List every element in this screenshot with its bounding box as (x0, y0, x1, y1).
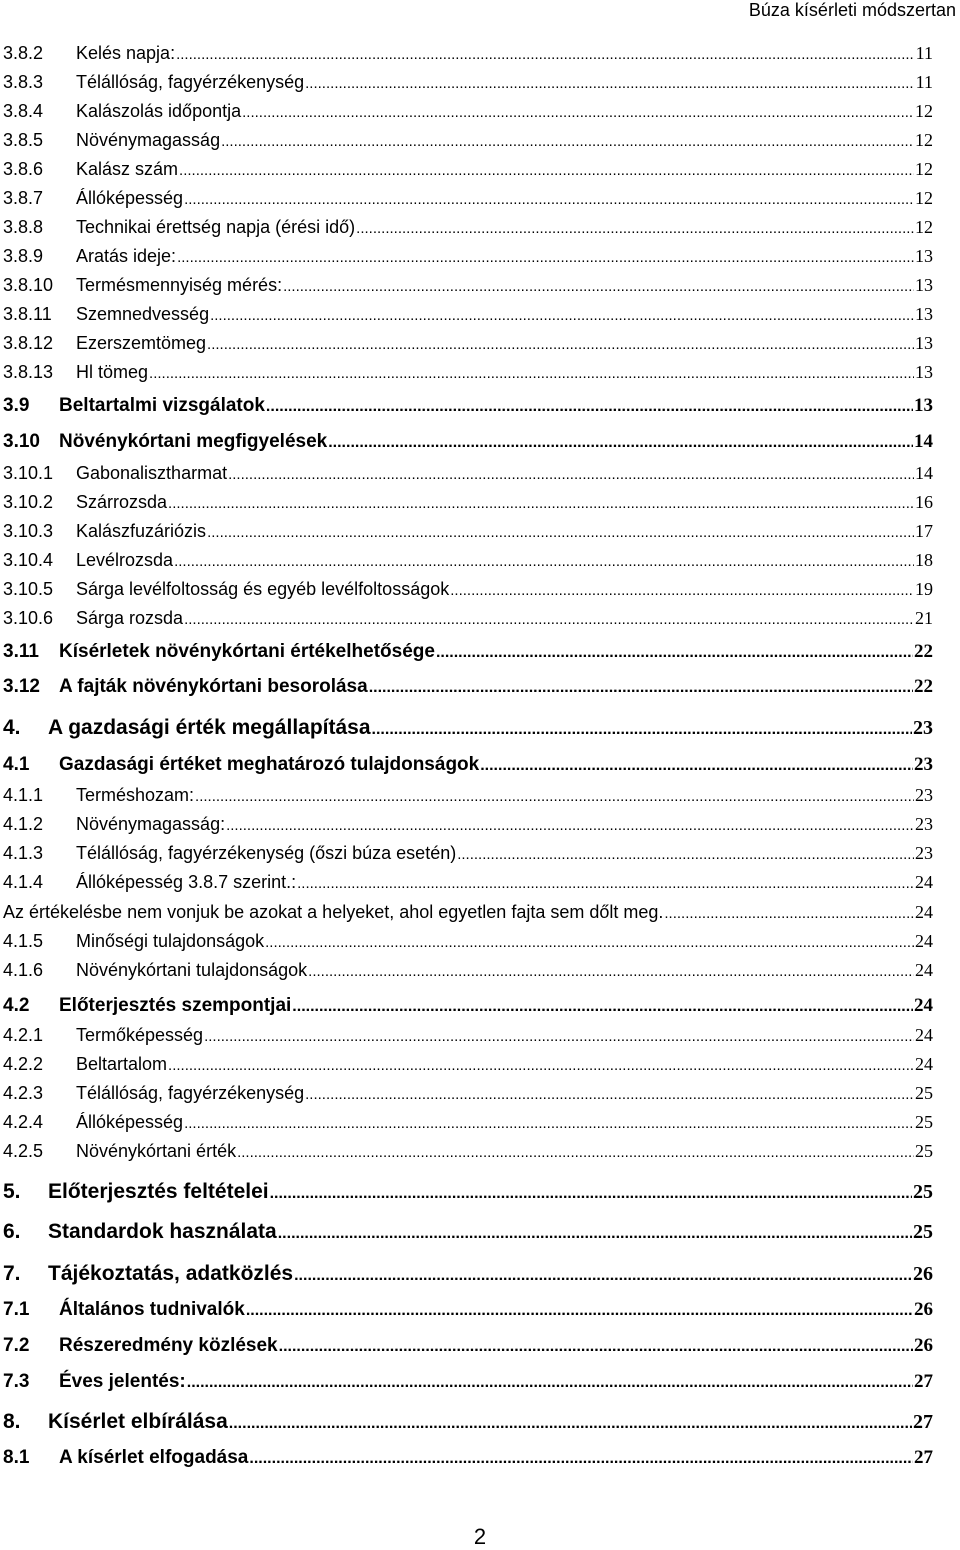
toc-entry[interactable] (3, 521, 933, 542)
toc-entry-number: 4.1.6 (3, 960, 44, 980)
toc-entry-page: 12 (915, 217, 933, 237)
toc-entry-title: Kalászolás időpontja (76, 101, 242, 121)
toc-dot-leader (356, 220, 914, 237)
toc-dot-leader (237, 1144, 914, 1161)
toc-entry-number: 8.1 (3, 1447, 30, 1468)
toc-entry[interactable] (3, 1447, 933, 1469)
toc-entry-page: 17 (915, 521, 933, 541)
toc-entry-page: 24 (915, 931, 933, 951)
toc-dot-leader (664, 905, 914, 922)
toc-entry[interactable] (3, 304, 933, 325)
toc-entry-page: 26 (914, 1299, 933, 1320)
toc-dot-leader (305, 75, 915, 92)
toc-entry-number: 4.1 (3, 754, 30, 775)
toc-entry-title: Minőségi tulajdonságok (76, 931, 265, 951)
toc-entry-title: Általános tudnivalók (59, 1299, 245, 1320)
toc-entry-title: Az értékelésbe nem vonjuk be azokat a helyeket, ahol egyetlen fajta sem dőlt meg. (3, 902, 664, 922)
toc-entry-page: 23 (913, 717, 933, 739)
toc-entry-page: 25 (915, 1083, 933, 1103)
toc-dot-leader (480, 757, 913, 775)
toc-entry-page: 13 (915, 304, 933, 324)
toc-entry[interactable] (3, 275, 933, 296)
toc-entry-number: 3.8.10 (3, 275, 54, 295)
toc-dot-leader (266, 398, 913, 416)
toc-dot-leader (184, 611, 914, 628)
toc-entry-page: 13 (915, 333, 933, 353)
toc-dot-leader (450, 582, 914, 599)
toc-dot-leader (278, 1225, 912, 1243)
toc-entry-page: 27 (914, 1371, 933, 1392)
toc-entry-page: 22 (914, 676, 933, 697)
toc-entry-page: 25 (915, 1112, 933, 1132)
toc-entry-title: Előterjesztés szempontjai (59, 995, 292, 1016)
toc-entry[interactable] (3, 1299, 933, 1321)
toc-entry-number: 3.8.5 (3, 130, 44, 150)
toc-entry-page: 23 (914, 754, 933, 775)
toc-entry-number: 7.3 (3, 1371, 30, 1392)
toc-entry-number: 3.8.8 (3, 217, 44, 237)
toc-entry-number: 3.10.1 (3, 463, 54, 483)
toc-entry[interactable] (3, 814, 933, 835)
toc-entry-page: 14 (914, 431, 933, 452)
toc-entry-page: 24 (915, 872, 933, 892)
toc-entry-page: 13 (915, 275, 933, 295)
toc-entry[interactable] (3, 159, 933, 180)
toc-entry-title: Növénykórtani érték (76, 1141, 237, 1161)
toc-entry-page: 13 (915, 246, 933, 266)
toc-entry-title: Sárga rozsda (76, 608, 184, 628)
toc-entry-number: 3.9 (3, 395, 30, 416)
toc-entry-page: 13 (915, 362, 933, 382)
toc-entry[interactable] (3, 1180, 933, 1204)
toc-entry-title: Terméshozam: (76, 785, 195, 805)
toc-dot-leader (270, 1185, 912, 1203)
running-header-title: Búza kísérleti módszertan (748, 0, 956, 20)
toc-entry-page: 11 (915, 72, 933, 92)
toc-entry-number: 7.1 (3, 1299, 30, 1320)
toc-entry-title: Növénymagasság: (76, 814, 226, 834)
toc-entry-page: 11 (915, 43, 933, 63)
toc-dot-leader (229, 1415, 912, 1433)
toc-entry-number: 4.1.4 (3, 872, 44, 892)
toc-dot-leader (207, 524, 914, 541)
toc-entry-title: Kalászfuzáriózis (76, 521, 207, 541)
toc-entry[interactable] (3, 754, 933, 776)
toc-entry-page: 13 (914, 395, 933, 416)
toc-entry[interactable] (3, 1141, 933, 1162)
toc-entry[interactable] (3, 1335, 933, 1357)
toc-dot-leader (184, 191, 914, 208)
toc-entry-title: Beltartalom (76, 1054, 168, 1074)
toc-entry-page: 22 (914, 641, 933, 662)
toc-entry-page: 24 (915, 902, 933, 922)
toc-entry-page: 18 (915, 550, 933, 570)
toc-entry-page: 26 (913, 1263, 933, 1285)
toc-entry-title: Szárrozsda (76, 492, 168, 512)
toc-entry-number: 3.8.11 (3, 304, 52, 324)
toc-entry-title: Tájékoztatás, adatközlés (48, 1262, 294, 1285)
toc-entry[interactable] (3, 676, 933, 698)
toc-entry-number: 7.2 (3, 1335, 30, 1356)
toc-entry[interactable] (3, 463, 933, 484)
toc-entry-page: 21 (915, 608, 933, 628)
toc-entry-title: Termőképesség (76, 1025, 204, 1045)
toc-entry[interactable] (3, 960, 933, 981)
toc-entry-title: Technikai érettség napja (érési idő) (76, 217, 356, 237)
toc-entry-number: 3.8.9 (3, 246, 44, 266)
toc-entry-page: 12 (915, 130, 933, 150)
toc-entry-number: 3.10 (3, 431, 40, 452)
toc-entry[interactable] (3, 931, 933, 952)
toc-entry-page: 24 (915, 960, 933, 980)
toc-dot-leader (184, 1115, 914, 1132)
toc-entry-page: 25 (913, 1221, 933, 1243)
toc-entry-number: 4.2 (3, 995, 30, 1016)
toc-entry-page: 24 (915, 1054, 933, 1074)
toc-entry-number: 3.12 (3, 676, 40, 697)
toc-entry-page: 14 (915, 463, 933, 483)
toc-dot-leader (221, 133, 914, 150)
toc-entry[interactable] (3, 641, 933, 663)
toc-entry-page: 23 (915, 785, 933, 805)
toc-entry-title: Sárga levélfoltosság és egyéb levélfoltosságok (76, 579, 450, 599)
toc-entry[interactable] (3, 785, 933, 806)
toc-entry-number: 4.2.3 (3, 1083, 44, 1103)
toc-entry-title: Növénykórtani tulajdonságok (76, 960, 308, 980)
toc-entry[interactable] (3, 362, 933, 383)
toc-dot-leader (242, 104, 914, 121)
toc-entry-page: 24 (915, 1025, 933, 1045)
toc-dot-leader (292, 998, 913, 1016)
toc-entry-number: 4.1.1 (3, 785, 44, 805)
toc-entry-title: Ezerszemtömeg (76, 333, 207, 353)
toc-entry-title: Kelés napja: (76, 43, 176, 63)
toc-entry-page: 27 (913, 1411, 933, 1433)
toc-dot-leader (168, 1057, 914, 1074)
toc-entry-title: Aratás ideje: (76, 246, 177, 266)
toc-entry[interactable] (3, 1220, 933, 1244)
toc-dot-leader (246, 1302, 913, 1320)
toc-entry-page: 25 (915, 1141, 933, 1161)
toc-dot-leader (372, 721, 912, 739)
toc-entry[interactable] (3, 1371, 933, 1393)
toc-entry-title: Kísérletek növénykórtani értékelhetősége (59, 641, 435, 662)
toc-entry-number: 3.10.2 (3, 492, 54, 512)
toc-entry-page: 26 (914, 1335, 933, 1356)
toc-entry-number: 3.10.5 (3, 579, 54, 599)
toc-entry[interactable] (3, 902, 933, 923)
toc-entry-number: 3.8.12 (3, 333, 54, 353)
toc-entry-number: 3.8.13 (3, 362, 54, 382)
toc-entry-number: 4.2.4 (3, 1112, 44, 1132)
toc-entry-number: 4.1.2 (3, 814, 44, 834)
toc-dot-leader (279, 1338, 913, 1356)
toc-entry-number: 3.10.6 (3, 608, 54, 628)
toc-entry-title: Standardok használata (48, 1220, 277, 1243)
toc-entry-page: 24 (914, 995, 933, 1016)
toc-entry-title: A fajták növénykórtani besorolása (59, 676, 368, 697)
toc-entry-title: Kalász szám (76, 159, 179, 179)
toc-entry-title: A kísérlet elfogadása (59, 1447, 249, 1468)
toc-dot-leader (328, 434, 913, 452)
toc-entry-number: 3.11 (3, 641, 39, 662)
toc-entry-title: Részeredmény közlések (59, 1335, 278, 1356)
toc-entry[interactable] (3, 1112, 933, 1133)
page-number: 2 (473, 1524, 487, 1549)
toc-dot-leader (226, 817, 914, 834)
toc-entry-title: Éves jelentés: (59, 1371, 186, 1392)
toc-entry-number: 6. (3, 1220, 21, 1243)
toc-dot-leader (179, 162, 914, 179)
toc-entry[interactable] (3, 872, 933, 893)
toc-entry[interactable] (3, 101, 933, 122)
toc-entry-page: 27 (914, 1447, 933, 1468)
toc-entry-number: 4.2.1 (3, 1025, 44, 1045)
toc-entry[interactable] (3, 1410, 933, 1434)
toc-dot-leader (457, 846, 914, 863)
toc-entry-number: 4.1.3 (3, 843, 44, 863)
toc-entry-page: 12 (915, 188, 933, 208)
toc-dot-leader (149, 365, 914, 382)
toc-entry-title: Állóképesség (76, 188, 184, 208)
toc-entry-title: Növénymagasság (76, 130, 221, 150)
toc-dot-leader (187, 1374, 913, 1392)
toc-dot-leader (210, 307, 914, 324)
toc-dot-leader (177, 249, 914, 266)
toc-entry-title: Állóképesség 3.8.7 szerint.: (76, 872, 297, 892)
toc-entry-number: 4. (3, 716, 21, 739)
toc-entry-number: 3.8.7 (3, 188, 44, 208)
toc-entry[interactable] (3, 716, 933, 740)
toc-dot-leader (207, 336, 914, 353)
toc-entry-number: 4.1.5 (3, 931, 44, 951)
toc-entry-number: 3.8.4 (3, 101, 44, 121)
toc-entry-number: 8. (3, 1410, 21, 1433)
toc-entry-page: 25 (913, 1181, 933, 1203)
toc-dot-leader (436, 644, 913, 662)
toc-dot-leader (228, 466, 914, 483)
toc-dot-leader (168, 495, 914, 512)
toc-dot-leader (294, 1267, 912, 1285)
toc-entry[interactable] (3, 1025, 933, 1046)
toc-entry-page: 23 (915, 843, 933, 863)
toc-dot-leader (195, 788, 914, 805)
toc-entry-number: 3.8.3 (3, 72, 44, 92)
toc-entry[interactable] (3, 246, 933, 267)
toc-entry-title: Állóképesség (76, 1112, 184, 1132)
toc-entry[interactable] (3, 995, 933, 1017)
toc-entry-title: Kísérlet elbírálása (48, 1410, 228, 1433)
toc-entry[interactable] (3, 188, 933, 209)
toc-entry[interactable] (3, 72, 933, 93)
toc-entry-number: 3.10.4 (3, 550, 54, 570)
toc-entry[interactable] (3, 1262, 933, 1286)
toc-entry-title: Termésmennyiség mérés: (76, 275, 283, 295)
toc-entry[interactable] (3, 217, 933, 238)
toc-entry-number: 3.8.2 (3, 43, 44, 63)
toc-entry[interactable] (3, 579, 933, 600)
toc-entry[interactable] (3, 1083, 933, 1104)
toc-entry[interactable] (3, 431, 933, 453)
toc-entry[interactable] (3, 608, 933, 629)
toc-entry-title: Gabonalisztharmat (76, 463, 228, 483)
toc-dot-leader (249, 1450, 913, 1468)
toc-entry-title: Télállóság, fagyérzékenység (76, 1083, 305, 1103)
toc-dot-leader (283, 278, 914, 295)
toc-entry-title: Levélrozsda (76, 550, 174, 570)
toc-entry-title: A gazdasági érték megállapítása (48, 716, 371, 739)
toc-entry-title: Hl tömeg (76, 362, 149, 382)
toc-entry-number: 7. (3, 1262, 21, 1285)
toc-entry-number: 5. (3, 1180, 21, 1203)
toc-entry-title: Előterjesztés feltételei (48, 1180, 269, 1203)
toc-entry-number: 4.2.2 (3, 1054, 44, 1074)
toc-dot-leader (204, 1028, 914, 1045)
toc-dot-leader (305, 1086, 914, 1103)
toc-dot-leader (265, 934, 914, 951)
toc-entry[interactable] (3, 395, 933, 417)
toc-entry-title: Télállóság, fagyérzékenység (76, 72, 305, 92)
toc-entry-page: 12 (915, 159, 933, 179)
toc-entry-title: Gazdasági értéket meghatározó tulajdonságok (59, 754, 480, 775)
toc-dot-leader (297, 875, 914, 892)
toc-entry[interactable] (3, 843, 933, 864)
toc-entry-title: Szemnedvesség (76, 304, 210, 324)
toc-dot-leader (176, 46, 915, 63)
toc-entry[interactable] (3, 130, 933, 151)
toc-dot-leader (308, 963, 914, 980)
toc-entry-page: 12 (915, 101, 933, 121)
toc-entry-page: 19 (915, 579, 933, 599)
toc-entry-number: 4.2.5 (3, 1141, 44, 1161)
toc-entry[interactable] (3, 333, 933, 354)
toc-entry[interactable] (3, 492, 933, 513)
toc-dot-leader (369, 679, 913, 697)
toc-entry-number: 3.10.3 (3, 521, 54, 541)
toc-entry-title: Télállóság, fagyérzékenység (őszi búza esetén) (76, 843, 457, 863)
toc-entry-number: 3.8.6 (3, 159, 44, 179)
toc-entry[interactable] (3, 550, 933, 571)
toc-entry-page: 23 (915, 814, 933, 834)
toc-entry[interactable] (3, 1054, 933, 1075)
toc-entry[interactable] (3, 43, 933, 64)
toc-entry-page: 16 (915, 492, 933, 512)
toc-entry-title: Beltartalmi vizsgálatok (59, 395, 265, 416)
toc-dot-leader (174, 553, 914, 570)
toc-entry-title: Növénykórtani megfigyelések (59, 431, 328, 452)
